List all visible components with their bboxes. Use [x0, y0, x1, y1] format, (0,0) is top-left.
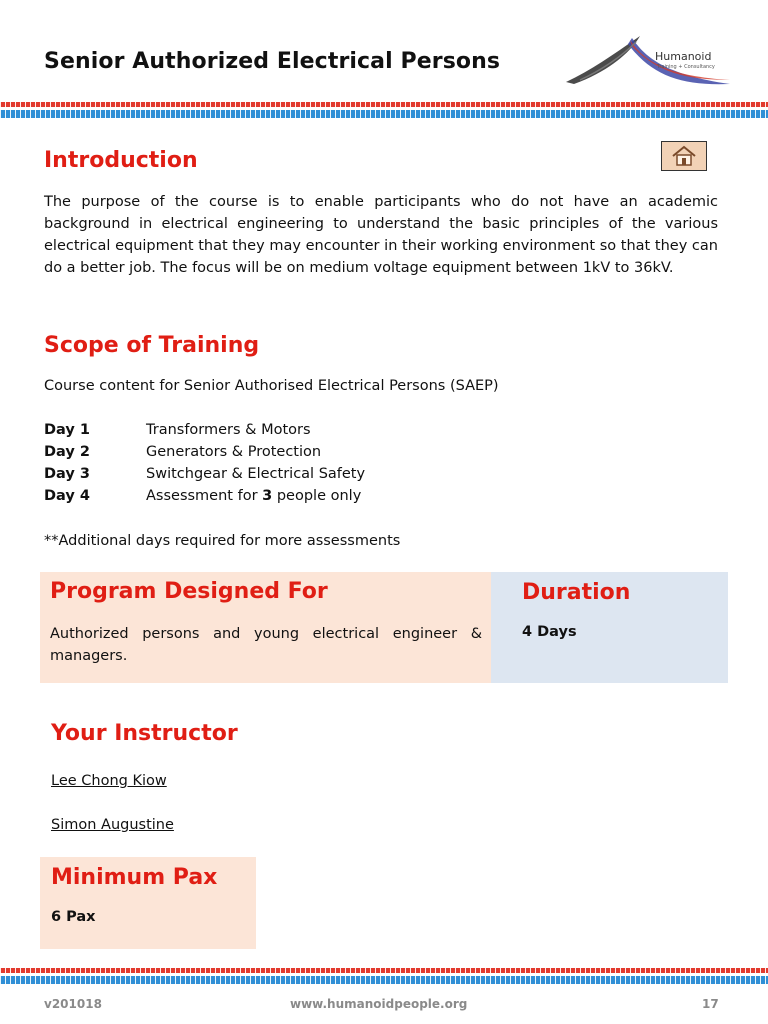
scope-subtitle: Course content for Senior Authorised Electrical Persons (SAEP) — [44, 378, 499, 394]
day-topic-suffix: people only — [272, 488, 362, 504]
instructor-heading: Your Instructor — [51, 721, 238, 746]
duration-box — [491, 572, 728, 683]
home-button[interactable] — [661, 141, 707, 171]
day-topic: Switchgear & Electrical Safety — [146, 466, 366, 482]
day-row — [44, 488, 361, 504]
minimum-pax-box — [40, 857, 256, 949]
document-title: Senior Authorized Electrical Persons — [44, 49, 501, 74]
day-topic-count: 3 — [262, 488, 273, 504]
duration-heading: Duration — [522, 580, 631, 605]
scope-note: **Additional days required for more assessments — [44, 533, 401, 549]
introduction-text: The purpose of the course is to enable participants who do not have an academic background in electrical engineering to understand the basic principles of the various electrical equipment that they may encounter in their working environment so that they can do a better job. The focus will be on medium voltage equipment between 1kV to 36kV. — [44, 194, 718, 276]
instructor-link[interactable]: Lee Chong Kiow — [51, 773, 167, 789]
program-text: Authorized persons and young electrical engineer & managers. — [50, 626, 482, 664]
day-topic: Generators & Protection — [146, 444, 322, 460]
day-topic-prefix: Assessment for — [146, 488, 263, 504]
humanoid-logo — [562, 30, 734, 90]
scope-heading: Scope of Training — [44, 333, 260, 358]
program-box — [40, 572, 491, 683]
minimum-pax-value: 6 Pax — [51, 909, 96, 925]
footer-divider-stripe — [0, 968, 768, 984]
day-row — [44, 422, 311, 438]
day-row — [44, 466, 365, 482]
introduction-heading: Introduction — [44, 148, 198, 173]
footer-version: v201018 — [44, 997, 102, 1011]
logo-tagline: Training + Consultancy — [657, 64, 715, 70]
day-label: Day 1 — [44, 422, 90, 438]
header-divider-stripe — [0, 102, 768, 118]
day-topic: Transformers & Motors — [146, 422, 311, 438]
footer-page-number: 17 — [702, 997, 719, 1011]
minimum-pax-heading: Minimum Pax — [51, 865, 218, 890]
day-label: Day 2 — [44, 444, 90, 460]
day-label: Day 4 — [44, 488, 90, 504]
duration-value: 4 Days — [522, 624, 577, 640]
footer-website[interactable]: www.humanoidpeople.org — [290, 997, 468, 1011]
day-row — [44, 444, 321, 460]
day-label: Day 3 — [44, 466, 90, 482]
logo-name: Humanoid — [655, 50, 712, 63]
instructor-link[interactable]: Simon Augustine — [51, 817, 174, 833]
program-heading: Program Designed For — [50, 579, 328, 604]
home-icon — [671, 145, 697, 167]
